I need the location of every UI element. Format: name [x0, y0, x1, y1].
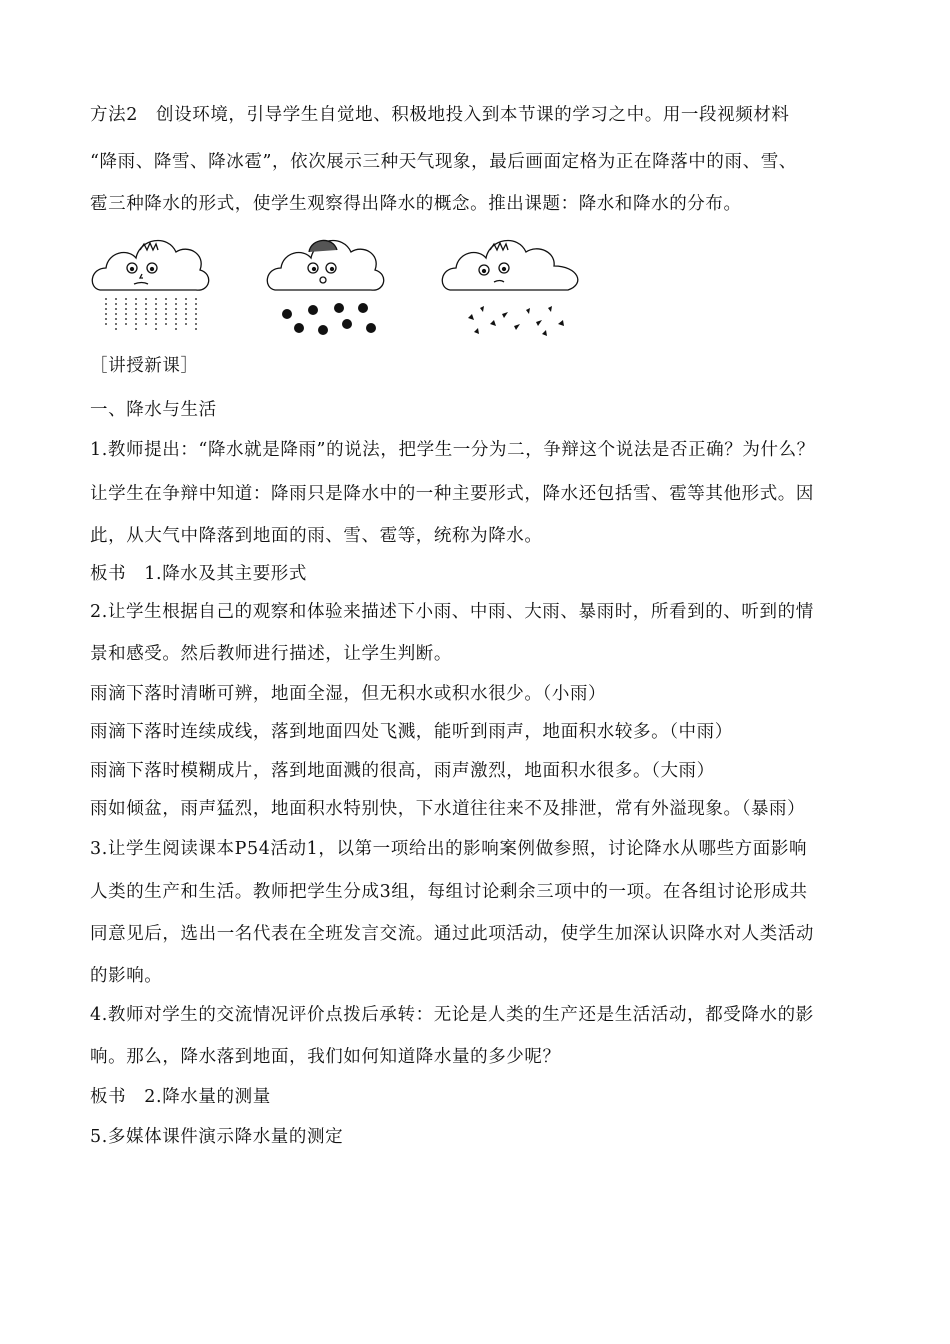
rain-description-storm: 雨如倾盆，雨声猛烈，地面积水特别快，下水道往往来不及排泄，常有外溢现象。（暴雨）: [90, 799, 806, 819]
paragraph-item4-line2: 响。那么，降水落到地面，我们如何知道降水量的多少呢？: [90, 1047, 561, 1067]
board-note-2: 板书 2.降水量的测量: [90, 1087, 271, 1107]
rain-description-heavy: 雨滴下落时模糊成片，落到地面溅的很高，雨声激烈，地面积水很多。（大雨）: [90, 761, 715, 781]
hail-cloud-icon: [438, 228, 588, 340]
paragraph-item2-line1: 2.让学生根据自己的观察和体验来描述下小雨、中雨、大雨、暴雨时，所看到的、听到的情: [90, 602, 814, 622]
section-bracket-heading: ［讲授新课］: [90, 356, 199, 376]
paragraph-item3-line1: 3.让学生阅读课本P54活动1，以第一项给出的影响案例做参照，讨论降水从哪些方面影响: [90, 839, 808, 859]
board-note-1: 板书 1.降水及其主要形式: [90, 564, 307, 584]
rain-description-light: 雨滴下落时清晰可辨，地面全湿，但无积水或积水很少。（小雨）: [90, 684, 607, 704]
paragraph-method2-line2: “降雨、降雪、降冰雹”，依次展示三种天气现象，最后画面定格为正在降落中的雨、雪、: [90, 152, 797, 172]
paragraph-method2-line1: 方法2 创设环境，引导学生自觉地、积极地投入到本节课的学习之中。用一段视频材料: [90, 105, 790, 125]
paragraph-item2-line2: 景和感受。然后教师进行描述，让学生判断。: [90, 644, 452, 664]
snow-cloud-icon: [263, 228, 388, 340]
paragraph-item4-line1: 4.教师对学生的交流情况评价点拨后承转：无论是人类的生产还是生活活动，都受降水的影: [90, 1005, 814, 1025]
paragraph-item1-line2: 让学生在争辩中知道：降雨只是降水中的一种主要形式，降水还包括雪、雹等其他形式。因: [90, 484, 814, 504]
paragraph-item3-line4: 的影响。: [90, 966, 163, 986]
rain-description-moderate: 雨滴下落时连续成线，落到地面四处飞溅，能听到雨声，地面积水较多。（中雨）: [90, 722, 733, 742]
paragraph-item3-line2: 人类的生产和生活。教师把学生分成3组，每组讨论剩余三项中的一项。在各组讨论形成共: [90, 882, 808, 902]
paragraph-item3-line3: 同意见后，选出一名代表在全班发言交流。通过此项活动，使学生加深认识降水对人类活动: [90, 924, 814, 944]
paragraph-item5: 5.多媒体课件演示降水量的测定: [90, 1127, 344, 1147]
section-heading-precipitation-and-life: 一、降水与生活: [90, 400, 217, 420]
paragraph-item1-line3: 此，从大气中降落到地面的雨、雪、雹等，统称为降水。: [90, 526, 543, 546]
paragraph-item1-line1: 1.教师提出：“降水就是降雨”的说法，把学生一分为二，争辩这个说法是否正确？为什么？: [90, 440, 815, 460]
paragraph-method2-line3: 雹三种降水的形式，使学生观察得出降水的概念。推出课题：降水和降水的分布。: [90, 194, 742, 214]
precipitation-illustrations: [88, 228, 608, 340]
rain-cloud-icon: [88, 228, 213, 340]
